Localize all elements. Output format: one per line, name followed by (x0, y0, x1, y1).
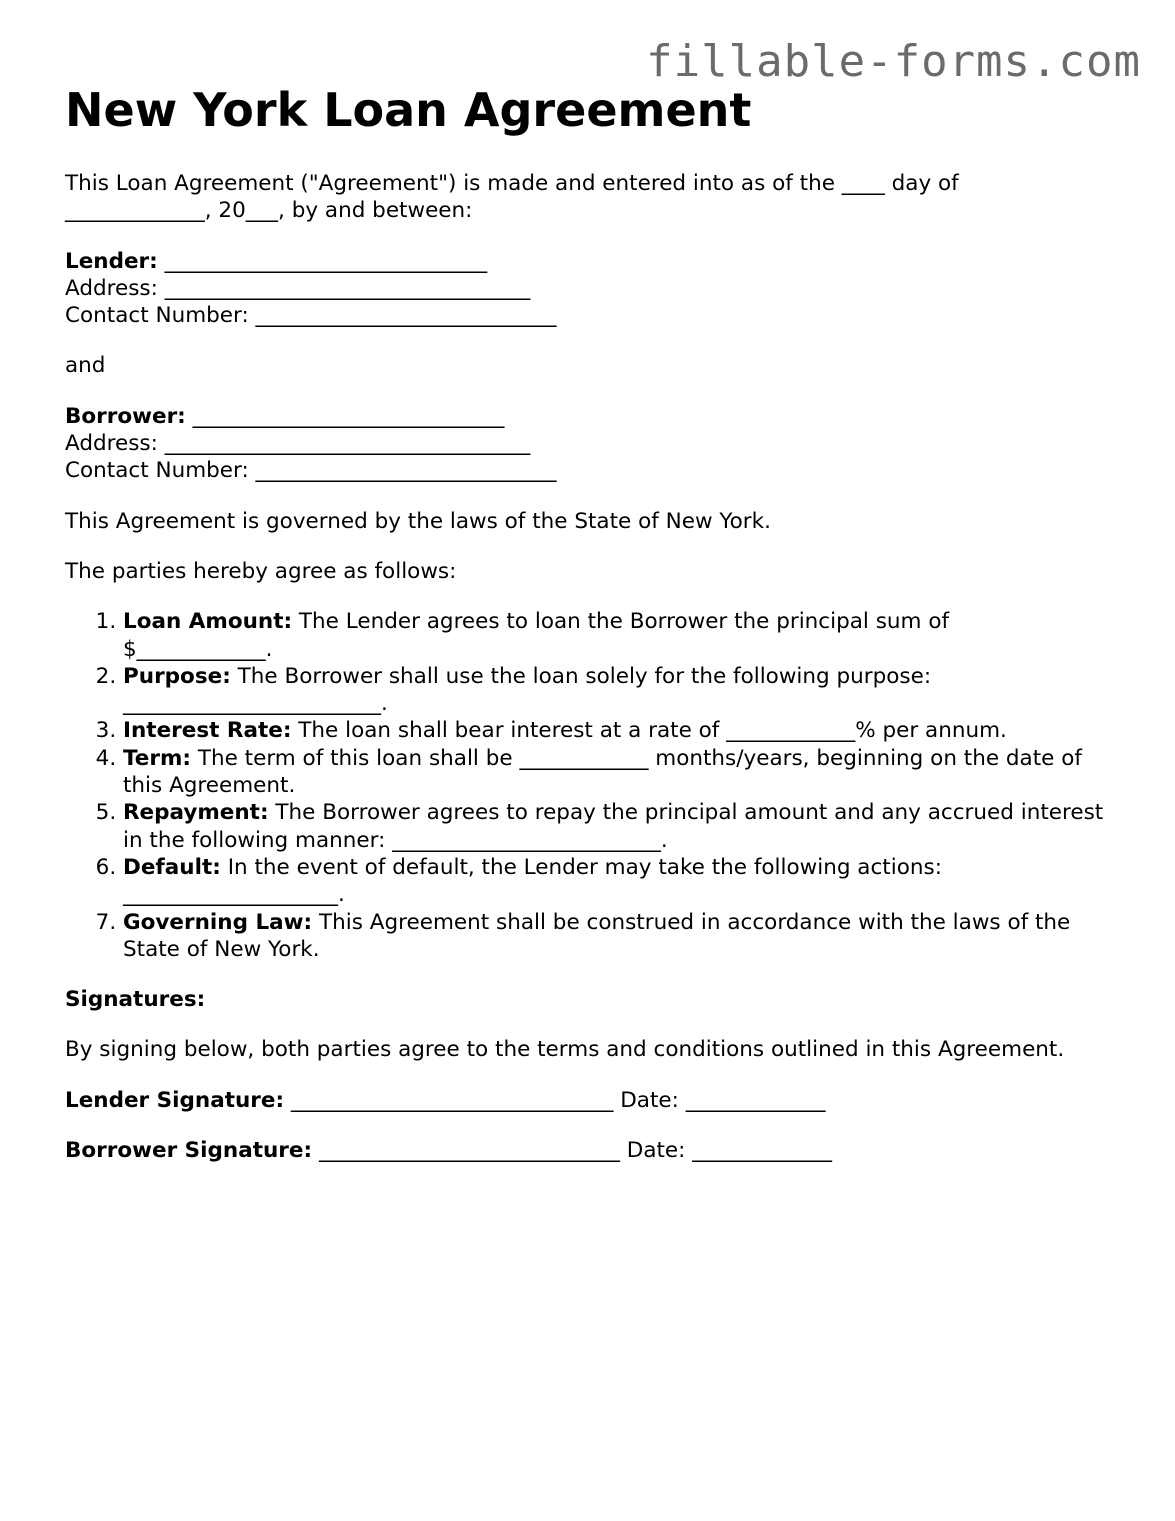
term-item (123, 663, 1105, 718)
term-label: Loan Amount: (123, 609, 293, 635)
term-item (123, 799, 1105, 854)
term-label: Term: (123, 745, 191, 771)
intro-paragraph (65, 170, 1105, 225)
term-text[interactable]: The loan shall bear interest at a rate of ____________% per annum. (298, 718, 1007, 744)
term-text: This Agreement shall be construed in accordance with the laws of the State of New York. (123, 909, 1071, 962)
signatures-heading (65, 986, 1105, 1013)
lender-name-field[interactable]: ______________________________ (164, 248, 488, 274)
borrower-address-field[interactable]: Address: __________________________________ (65, 431, 531, 457)
lender-address-field[interactable]: Address: __________________________________ (65, 275, 531, 301)
intro-line-1: This Loan Agreement ("Agreement") is made and entered into as of the ____ day of (65, 171, 959, 196)
terms-list (65, 608, 1105, 963)
term-item (123, 608, 1105, 663)
governed-statement: This Agreement is governed by the laws of the State of New York. (65, 508, 771, 534)
lender-contact-field[interactable]: Contact Number: ____________________________ (65, 303, 557, 329)
page-title: New York Loan Agreement (65, 83, 752, 137)
term-text[interactable]: In the event of default, the Lender may take the following actions: ____________________. (123, 854, 942, 908)
signatures-statement: By signing below, both parties agree to the terms and conditions outlined in this Agreement. (65, 1037, 1065, 1063)
term-text[interactable]: The term of this loan shall be ____________ months/years, beginning on the date of this Agreement. (123, 745, 1082, 799)
term-item (123, 745, 1105, 800)
lender-label: Lender: (65, 248, 158, 274)
borrower-signature-label: Borrower Signature: (65, 1138, 313, 1164)
borrower-signature-row (65, 1137, 1105, 1164)
borrower-signature-field[interactable]: ____________________________ Date: _____________ (318, 1138, 832, 1164)
signatures-heading-text: Signatures: (65, 987, 206, 1013)
term-text[interactable]: The Lender agrees to loan the Borrower the principal sum of $____________. (123, 609, 950, 662)
watermark: fillable-forms.com (646, 36, 1141, 87)
lender-signature-row (65, 1087, 1105, 1114)
term-item (123, 909, 1105, 964)
borrower-contact-field[interactable]: Contact Number: ____________________________ (65, 458, 557, 484)
lender-signature-label: Lender Signature: (65, 1087, 285, 1113)
term-label: Governing Law: (123, 909, 313, 935)
term-text[interactable]: The Borrower agrees to repay the principal amount and any accrued interest in the following manner: _________________________. (123, 800, 1104, 853)
term-label: Default: (123, 854, 221, 880)
document-page (65, 80, 1105, 1164)
borrower-block (65, 403, 1105, 485)
lender-signature-field[interactable]: ______________________________ Date: _____________ (290, 1087, 826, 1113)
term-label: Interest Rate: (123, 718, 292, 744)
borrower-name-field[interactable]: _____________________________ (192, 403, 505, 429)
term-label: Purpose: (123, 663, 231, 689)
term-item (123, 854, 1105, 909)
parties-agree-statement: The parties hereby agree as follows: (65, 558, 457, 584)
lender-block (65, 248, 1105, 330)
term-item (123, 717, 1105, 744)
term-label: Repayment: (123, 800, 269, 826)
borrower-label: Borrower: (65, 403, 186, 429)
term-text[interactable]: The Borrower shall use the loan solely for the following purpose: ________________________. (123, 663, 932, 717)
and-text: and (65, 353, 106, 379)
intro-line-2: _____________, 20___, by and between: (65, 198, 473, 224)
